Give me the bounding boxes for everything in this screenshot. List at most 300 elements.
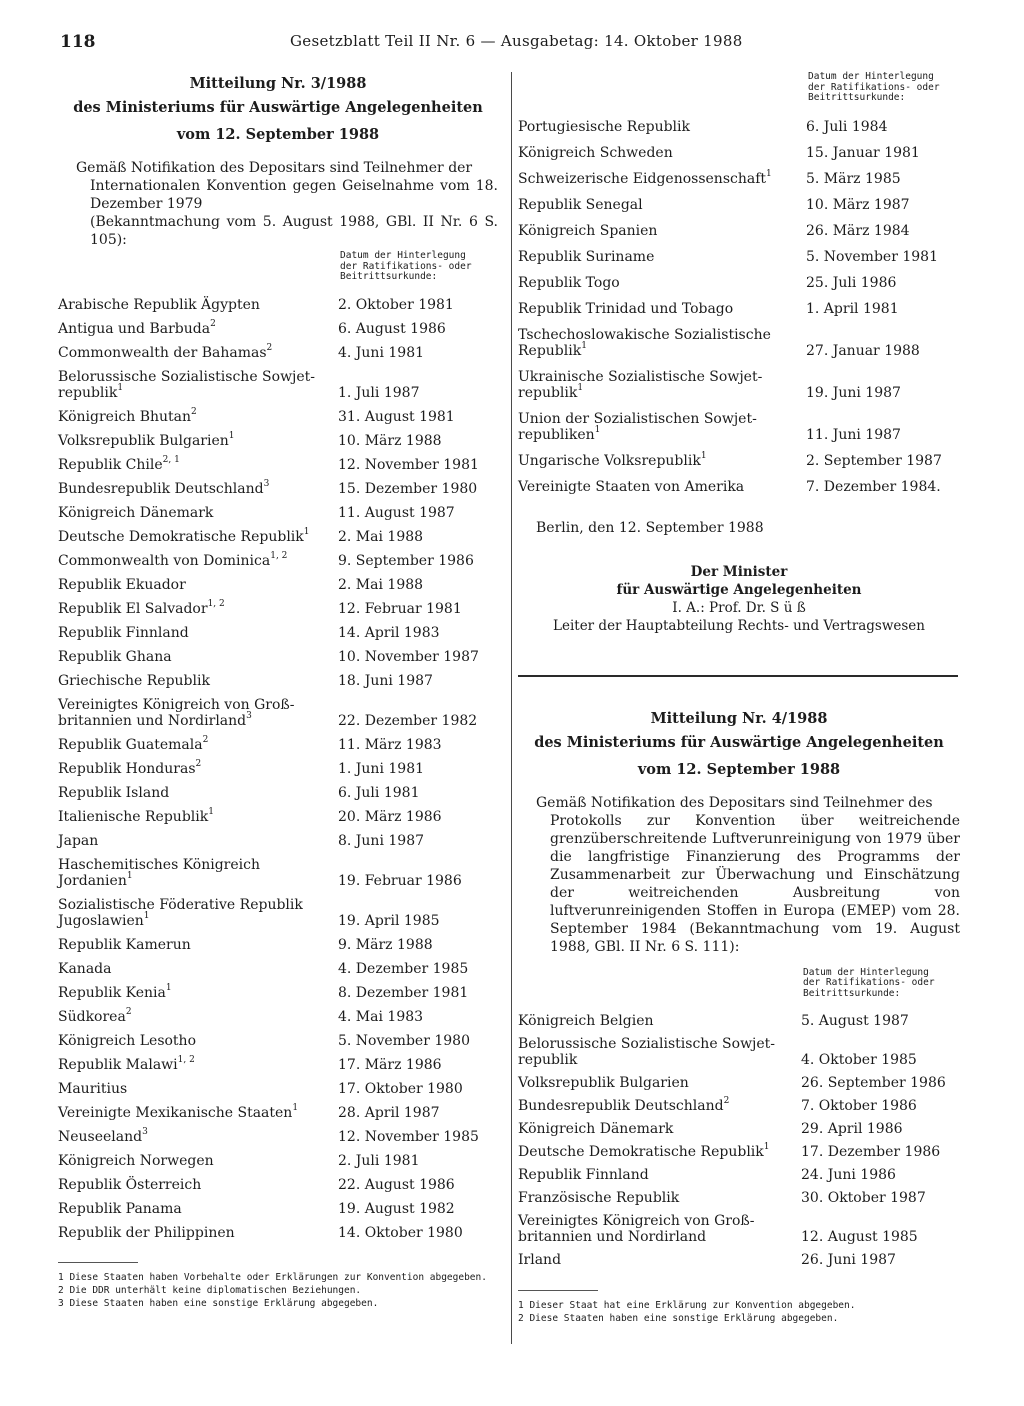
notice1-column-header	[340, 251, 498, 283]
deposit-date: 2. Oktober 1981	[338, 296, 454, 313]
table-row	[58, 649, 498, 665]
table-row	[518, 1098, 960, 1114]
deposit-date: 12. November 1985	[338, 1128, 479, 1145]
table-row	[58, 1054, 498, 1073]
country-name: Deutsche Demokratische Republik	[58, 528, 304, 545]
table-row	[58, 857, 498, 889]
country-cell	[58, 550, 338, 569]
country-cell	[58, 1054, 338, 1073]
column-header-line: Beitrittsurkunde:	[808, 92, 906, 103]
country-name: Arabische Republik Ägypten	[58, 296, 260, 313]
country-name: Königreich Spanien	[518, 222, 658, 239]
table-row	[58, 961, 498, 977]
country-name: Republik der Philippinen	[58, 1224, 235, 1241]
deposit-date: 28. April 1987	[338, 1104, 440, 1121]
deposit-date: 6. Juli 1981	[338, 784, 420, 801]
footnote-marker: 1	[303, 526, 310, 537]
country-cell	[58, 577, 338, 593]
country-cell	[58, 318, 338, 337]
country-cell	[518, 1213, 801, 1245]
notice1-intro-rest: Internationalen Konvention gegen Geiselnahme vom 18. Dezember 1979	[90, 178, 498, 212]
country-cell	[58, 478, 338, 497]
signature-name: I. A.: Prof. Dr. S ü ß	[672, 599, 806, 616]
country-cell	[58, 649, 338, 665]
notice1-title: Mitteilung Nr. 3/1988	[189, 75, 367, 92]
notice2-table	[518, 1013, 960, 1268]
country-name: Republik Finnland	[518, 1167, 649, 1183]
country-cell	[58, 1033, 338, 1049]
deposit-date: 15. Januar 1981	[806, 144, 920, 161]
deposit-date: 6. Juli 1984	[806, 118, 888, 135]
footnote: 2 Die DDR unterhält keine diplomatischen Beziehungen.	[58, 1285, 362, 1296]
country-cell	[58, 342, 338, 361]
country-cell	[518, 1075, 801, 1091]
country-name: Republik Chile	[58, 456, 163, 473]
deposit-date: 19. Februar 1986	[338, 872, 462, 889]
notice2-intro	[518, 794, 960, 956]
country-name: Republik Island	[58, 784, 170, 801]
country-cell	[518, 1121, 801, 1137]
country-cell	[58, 1225, 338, 1241]
country-name: Königreich Dänemark	[58, 504, 214, 521]
signature-ministry: für Auswärtige Angelegenheiten	[616, 581, 862, 598]
table-row	[58, 430, 498, 449]
deposit-date: 27. Januar 1988	[806, 342, 920, 359]
country-name: Republik Kenia	[58, 984, 166, 1001]
country-cell	[58, 625, 338, 641]
notice2-title: Mitteilung Nr. 4/1988	[650, 709, 828, 727]
deposit-date: 14. Oktober 1980	[338, 1224, 463, 1241]
table-row	[58, 369, 498, 401]
deposit-date: 1. Juli 1987	[338, 384, 420, 401]
table-row	[518, 327, 960, 359]
country-name: Deutsche Demokratische Republik	[518, 1144, 764, 1160]
table-row	[58, 625, 498, 641]
country-name: Union der Sozialistischen Sowjet- republiken	[518, 410, 757, 443]
footnote-marker: 2	[210, 318, 216, 329]
country-cell	[58, 833, 338, 849]
notice2-intro-rest: Protokolls zur Konvention über weitreichende grenzüberschreitende Luftverunreinigung von 1979 über die langfristige Finanzierung des Programms der Zusammenarbeit zur Überwachung und Einschätzung der weitreichenden Ausbreitung von luftverunreinigenden Stoffen in Europa (EMEP) vom 28. September 1984 (Bekanntmachung vom 19. August 1988, GBl. II Nr. 6 S. 111):	[550, 812, 960, 955]
country-name: Commonwealth der Bahamas	[58, 344, 267, 361]
deposit-date: 2. September 1987	[806, 452, 942, 469]
table-row	[518, 450, 960, 469]
country-cell	[518, 119, 806, 135]
deposit-date: 14. April 1983	[338, 624, 440, 641]
table-row	[58, 297, 498, 313]
country-name: Volksrepublik Bulgarien	[518, 1075, 689, 1091]
country-cell	[58, 937, 338, 953]
deposit-date: 26. Juni 1987	[801, 1252, 896, 1268]
country-cell	[58, 857, 338, 889]
table-row	[58, 1126, 498, 1145]
column-header-line: Datum der Hinterlegung	[340, 250, 466, 261]
country-name: Republik Suriname	[518, 248, 655, 265]
page-number: 118	[60, 32, 96, 52]
country-name: Neuseeland	[58, 1128, 143, 1145]
country-cell	[518, 327, 806, 359]
deposit-date: 6. August 1986	[338, 320, 446, 337]
country-cell	[518, 1036, 801, 1068]
footnote-marker: 1	[292, 1102, 299, 1113]
country-name: Republik Togo	[518, 274, 620, 291]
column-header-line: Datum der Hinterlegung	[803, 966, 929, 978]
footnote-marker: 1	[700, 450, 707, 461]
table-row	[58, 982, 498, 1001]
deposit-date: 9. September 1986	[338, 552, 474, 569]
country-name: Republik El Salvador	[58, 600, 208, 617]
column-header-line: der Ratifikations- oder	[803, 977, 935, 988]
country-name: Bundesrepublik Deutschland	[518, 1098, 724, 1114]
country-cell	[518, 1167, 801, 1183]
table-row	[518, 1121, 960, 1137]
deposit-date: 11. März 1983	[338, 736, 442, 753]
country-name: Königreich Dänemark	[518, 1121, 674, 1137]
country-cell	[58, 1126, 338, 1145]
table-row	[518, 369, 960, 401]
footnote-marker: 2	[723, 1096, 730, 1107]
table-row	[58, 1033, 498, 1049]
footnote-marker: 1	[117, 382, 124, 393]
deposit-date: 5. November 1981	[806, 248, 938, 265]
notice1-date: vom 12. September 1988	[176, 126, 380, 143]
country-cell	[58, 758, 338, 777]
signature-block	[518, 563, 960, 635]
table-row	[58, 734, 498, 753]
deposit-date: 8. Juni 1987	[338, 832, 425, 849]
country-cell	[58, 369, 338, 401]
signature-role: Leiter der Hauptabteilung Rechts- und Vertragswesen	[553, 617, 925, 634]
place-date: Berlin, den 12. September 1988	[536, 519, 764, 536]
notice1-footnotes	[58, 1262, 498, 1310]
country-cell	[58, 454, 338, 473]
footnote: 1 Dieser Staat hat eine Erklärung zur Konvention abgegeben.	[518, 1300, 856, 1311]
country-cell	[518, 411, 806, 443]
table-row	[58, 697, 498, 729]
table-row	[58, 454, 498, 473]
footnote-marker: 1	[581, 340, 587, 351]
country-cell	[58, 785, 338, 801]
table-row	[58, 1153, 498, 1169]
country-name: Kanada	[58, 960, 112, 977]
footnote-marker: 3	[246, 710, 252, 721]
country-name: Belorussische Sozialistische Sowjet- republik	[58, 368, 316, 401]
deposit-date: 11. Juni 1987	[806, 426, 901, 443]
column-header-line: der Ratifikations- oder	[340, 260, 472, 272]
country-name: Portugiesische Republik	[518, 118, 690, 135]
country-cell	[58, 1102, 338, 1121]
country-name: Republik Panama	[58, 1200, 182, 1217]
table-row	[58, 526, 498, 545]
deposit-date: 2. Mai 1988	[338, 528, 424, 545]
country-name: Vereinigte Mexikanische Staaten	[58, 1104, 293, 1121]
country-name: Französische Republik	[518, 1190, 680, 1206]
deposit-date: 2. Juli 1981	[338, 1152, 420, 1169]
deposit-date: 1. April 1981	[806, 300, 899, 317]
country-name: Italienische Republik	[58, 808, 209, 825]
deposit-date: 29. April 1986	[801, 1121, 903, 1137]
country-name: Schweizerische Eidgenossenschaft	[518, 170, 767, 187]
country-cell	[58, 406, 338, 425]
table-row	[58, 342, 498, 361]
deposit-date: 18. Juni 1987	[338, 672, 433, 689]
footnote-marker: 2	[202, 734, 209, 745]
table-row	[58, 598, 498, 617]
country-name: Vereinigtes Königreich von Groß- britannien und Nordirland	[518, 1213, 755, 1245]
country-cell	[518, 1190, 801, 1206]
footnote-marker: 1, 2	[207, 598, 225, 609]
country-name: Republik Ekuador	[58, 576, 186, 593]
table-row	[518, 479, 960, 495]
country-cell	[518, 168, 806, 187]
deposit-date: 25. Juli 1986	[806, 274, 897, 291]
country-cell	[518, 301, 806, 317]
footnote-marker: 2, 1	[162, 454, 180, 465]
country-name: Republik Honduras	[58, 760, 196, 777]
table-row	[518, 119, 960, 135]
deposit-date: 5. August 1987	[801, 1013, 909, 1029]
notice1-intro	[58, 159, 498, 249]
country-name: Volksrepublik Bulgarien	[58, 432, 229, 449]
deposit-date: 31. August 1981	[338, 408, 455, 425]
country-cell	[58, 961, 338, 977]
country-cell	[58, 1153, 338, 1169]
country-name: Vereinigte Staaten von Amerika	[518, 478, 745, 495]
deposit-date: 11. August 1987	[338, 504, 455, 521]
country-name: Japan	[58, 832, 99, 849]
country-name: Belorussische Sozialistische Sowjet- republik	[518, 1036, 776, 1068]
deposit-date: 17. Dezember 1986	[801, 1144, 941, 1160]
country-name: Königreich Schweden	[518, 144, 673, 161]
table-row	[58, 833, 498, 849]
table-row	[518, 249, 960, 265]
footnote-marker: 2	[266, 342, 273, 353]
deposit-date: 4. Mai 1983	[338, 1008, 424, 1025]
footnote-marker: 3	[263, 478, 270, 489]
column-header-line: Beitrittsurkunde:	[803, 987, 901, 999]
table-row	[518, 1190, 960, 1206]
country-cell	[518, 197, 806, 213]
deposit-date: 26. September 1986	[801, 1075, 946, 1091]
country-name: Haschemitisches Königreich Jordanien	[58, 856, 260, 889]
country-cell	[518, 249, 806, 265]
country-cell	[58, 1081, 338, 1097]
table-row	[58, 1201, 498, 1217]
notice1-continued-table	[518, 119, 960, 495]
deposit-date: 22. Dezember 1982	[338, 712, 478, 729]
table-row	[518, 168, 960, 187]
deposit-date: 17. Oktober 1980	[338, 1080, 463, 1097]
deposit-date: 5. November 1980	[338, 1032, 470, 1049]
table-row	[58, 318, 498, 337]
signature-title: Der Minister	[690, 563, 788, 580]
footnote-marker: 1	[143, 910, 150, 921]
country-cell	[518, 223, 806, 239]
country-cell	[518, 1013, 801, 1029]
table-row	[518, 1144, 960, 1160]
country-name: Bundesrepublik Deutschland	[58, 480, 264, 497]
footnote-marker: 1	[165, 982, 172, 993]
table-row	[58, 1177, 498, 1193]
country-name: Tschechoslowakische Sozialistische Republik	[518, 326, 771, 359]
footnote-rule	[58, 1262, 138, 1263]
table-row	[58, 478, 498, 497]
footnote-marker: 1	[763, 1142, 770, 1153]
deposit-date: 1. Juni 1981	[338, 760, 425, 777]
country-cell	[518, 1252, 801, 1268]
deposit-date: 2. Mai 1988	[338, 576, 424, 593]
table-row	[58, 505, 498, 521]
notice1-table	[58, 297, 498, 1241]
country-cell	[58, 526, 338, 545]
deposit-date: 10. März 1987	[806, 196, 910, 213]
footnote: 3 Diese Staaten haben eine sonstige Erklärung abgegeben.	[58, 1298, 379, 1309]
deposit-date: 12. Februar 1981	[338, 600, 462, 617]
country-name: Republik Senegal	[518, 196, 643, 213]
country-name: Sozialistische Föderative Republik Jugoslawien	[58, 896, 303, 929]
column-header-line: der Ratifikations- oder	[808, 81, 940, 93]
footnote-marker: 2	[191, 406, 197, 417]
footnote: 1 Diese Staaten haben Vorbehalte oder Erklärungen zur Konvention abgegeben.	[58, 1272, 487, 1283]
table-row	[518, 1213, 960, 1245]
notice2-intro-first: Gemäß Notifikation des Depositars sind Teilnehmer des	[536, 794, 933, 811]
deposit-date: 4. Juni 1981	[338, 344, 425, 361]
country-name: Ungarische Volksrepublik	[518, 452, 701, 469]
country-cell	[58, 897, 338, 929]
deposit-date: 5. März 1985	[806, 170, 901, 187]
deposit-date: 8. Dezember 1981	[338, 984, 469, 1001]
country-name: Königreich Bhutan	[58, 408, 192, 425]
table-row	[58, 1102, 498, 1121]
deposit-date: 15. Dezember 1980	[338, 480, 478, 497]
table-row	[58, 550, 498, 569]
deposit-date: 24. Juni 1986	[801, 1167, 896, 1183]
table-row	[58, 673, 498, 689]
footnote-marker: 1	[126, 870, 133, 881]
table-row	[518, 197, 960, 213]
table-row	[58, 406, 498, 425]
column-divider	[511, 72, 512, 1344]
country-name: Republik Malawi	[58, 1056, 178, 1073]
table-row	[518, 1036, 960, 1068]
deposit-date: 7. Oktober 1986	[801, 1098, 917, 1114]
country-name: Ukrainische Sozialistische Sowjet- republik	[518, 368, 763, 401]
left-column	[58, 72, 498, 1309]
footnote-marker: 1	[766, 168, 772, 179]
country-cell	[518, 479, 806, 495]
deposit-date: 26. März 1984	[806, 222, 910, 239]
table-row	[58, 785, 498, 801]
country-name: Republik Ghana	[58, 648, 172, 665]
table-row	[58, 937, 498, 953]
footnote-marker: 2	[125, 1006, 132, 1017]
table-row	[58, 897, 498, 929]
notice2-date: vom 12. September 1988	[637, 760, 841, 778]
notice2-column-header	[803, 968, 960, 1000]
footnote-marker: 3	[142, 1126, 148, 1137]
deposit-date: 30. Oktober 1987	[801, 1190, 926, 1206]
notice1-title-block	[58, 72, 498, 147]
notice2-footnotes	[518, 1290, 958, 1325]
footnote-marker: 2	[195, 758, 202, 769]
deposit-date: 10. November 1987	[338, 648, 479, 665]
table-row	[518, 411, 960, 443]
footnote-marker: 1, 2	[270, 550, 288, 561]
country-name: Mauritius	[58, 1080, 128, 1097]
deposit-date: 19. Juni 1987	[806, 384, 901, 401]
country-cell	[58, 806, 338, 825]
table-row	[518, 145, 960, 161]
table-row	[58, 1081, 498, 1097]
right-column	[518, 71, 960, 1324]
country-name: Commonwealth von Dominica	[58, 552, 271, 569]
notice1-intro-first: Gemäß Notifikation des Depositars sind Teilnehmer der	[76, 160, 473, 176]
notice2-title-block	[518, 707, 960, 782]
country-cell	[58, 982, 338, 1001]
country-name: Antigua und Barbuda	[58, 320, 211, 337]
country-cell	[58, 1201, 338, 1217]
country-cell	[58, 297, 338, 313]
deposit-date: 20. März 1986	[338, 808, 442, 825]
country-name: Vereinigtes Königreich von Groß- britannien und Nordirland	[58, 696, 295, 729]
country-cell	[58, 598, 338, 617]
country-cell	[58, 1177, 338, 1193]
country-name: Republik Österreich	[58, 1176, 202, 1193]
table-row	[58, 758, 498, 777]
table-row	[518, 1013, 960, 1029]
country-name: Republik Kamerun	[58, 936, 191, 953]
country-name: Königreich Norwegen	[58, 1152, 214, 1169]
footnote-marker: 1	[594, 424, 601, 435]
country-cell	[518, 1144, 801, 1160]
country-cell	[58, 505, 338, 521]
country-cell	[58, 1006, 338, 1025]
footnote-marker: 1, 2	[177, 1054, 195, 1065]
deposit-date: 7. Dezember 1984.	[806, 478, 941, 495]
country-name: Königreich Lesotho	[58, 1032, 196, 1049]
notice1-continued-column-header	[808, 72, 960, 104]
running-head: Gesetzblatt Teil II Nr. 6 — Ausgabetag: 14. Oktober 1988	[290, 32, 743, 50]
country-cell	[518, 275, 806, 291]
footnote: 2 Diese Staaten haben eine sonstige Erklärung abgegeben.	[518, 1313, 839, 1324]
footnote-marker: 1	[228, 430, 235, 441]
deposit-date: 12. November 1981	[338, 456, 479, 473]
country-cell	[518, 369, 806, 401]
footnote-marker: 1	[577, 382, 584, 393]
table-row	[518, 301, 960, 317]
country-name: Republik Trinidad und Tobago	[518, 300, 734, 317]
table-row	[518, 1252, 960, 1268]
table-row	[518, 1167, 960, 1183]
notice2-subtitle: des Ministeriums für Auswärtige Angelegenheiten	[534, 733, 944, 751]
deposit-date: 22. August 1986	[338, 1176, 455, 1193]
deposit-date: 19. August 1982	[338, 1200, 455, 1217]
country-cell	[58, 673, 338, 689]
country-name: Republik Guatemala	[58, 736, 203, 753]
deposit-date: 10. März 1988	[338, 432, 442, 449]
country-cell	[518, 1098, 801, 1114]
deposit-date: 12. August 1985	[801, 1229, 918, 1245]
deposit-date: 4. Oktober 1985	[801, 1052, 917, 1068]
table-row	[58, 1225, 498, 1241]
country-cell	[518, 145, 806, 161]
deposit-date: 4. Dezember 1985	[338, 960, 469, 977]
column-header-line: Datum der Hinterlegung	[808, 71, 934, 82]
table-row	[518, 275, 960, 291]
table-row	[518, 223, 960, 239]
notice1-intro-ref: (Bekanntmachung vom 5. August 1988, GBl. II Nr. 6 S. 105):	[90, 214, 498, 248]
country-cell	[58, 734, 338, 753]
country-name: Griechische Republik	[58, 672, 210, 689]
